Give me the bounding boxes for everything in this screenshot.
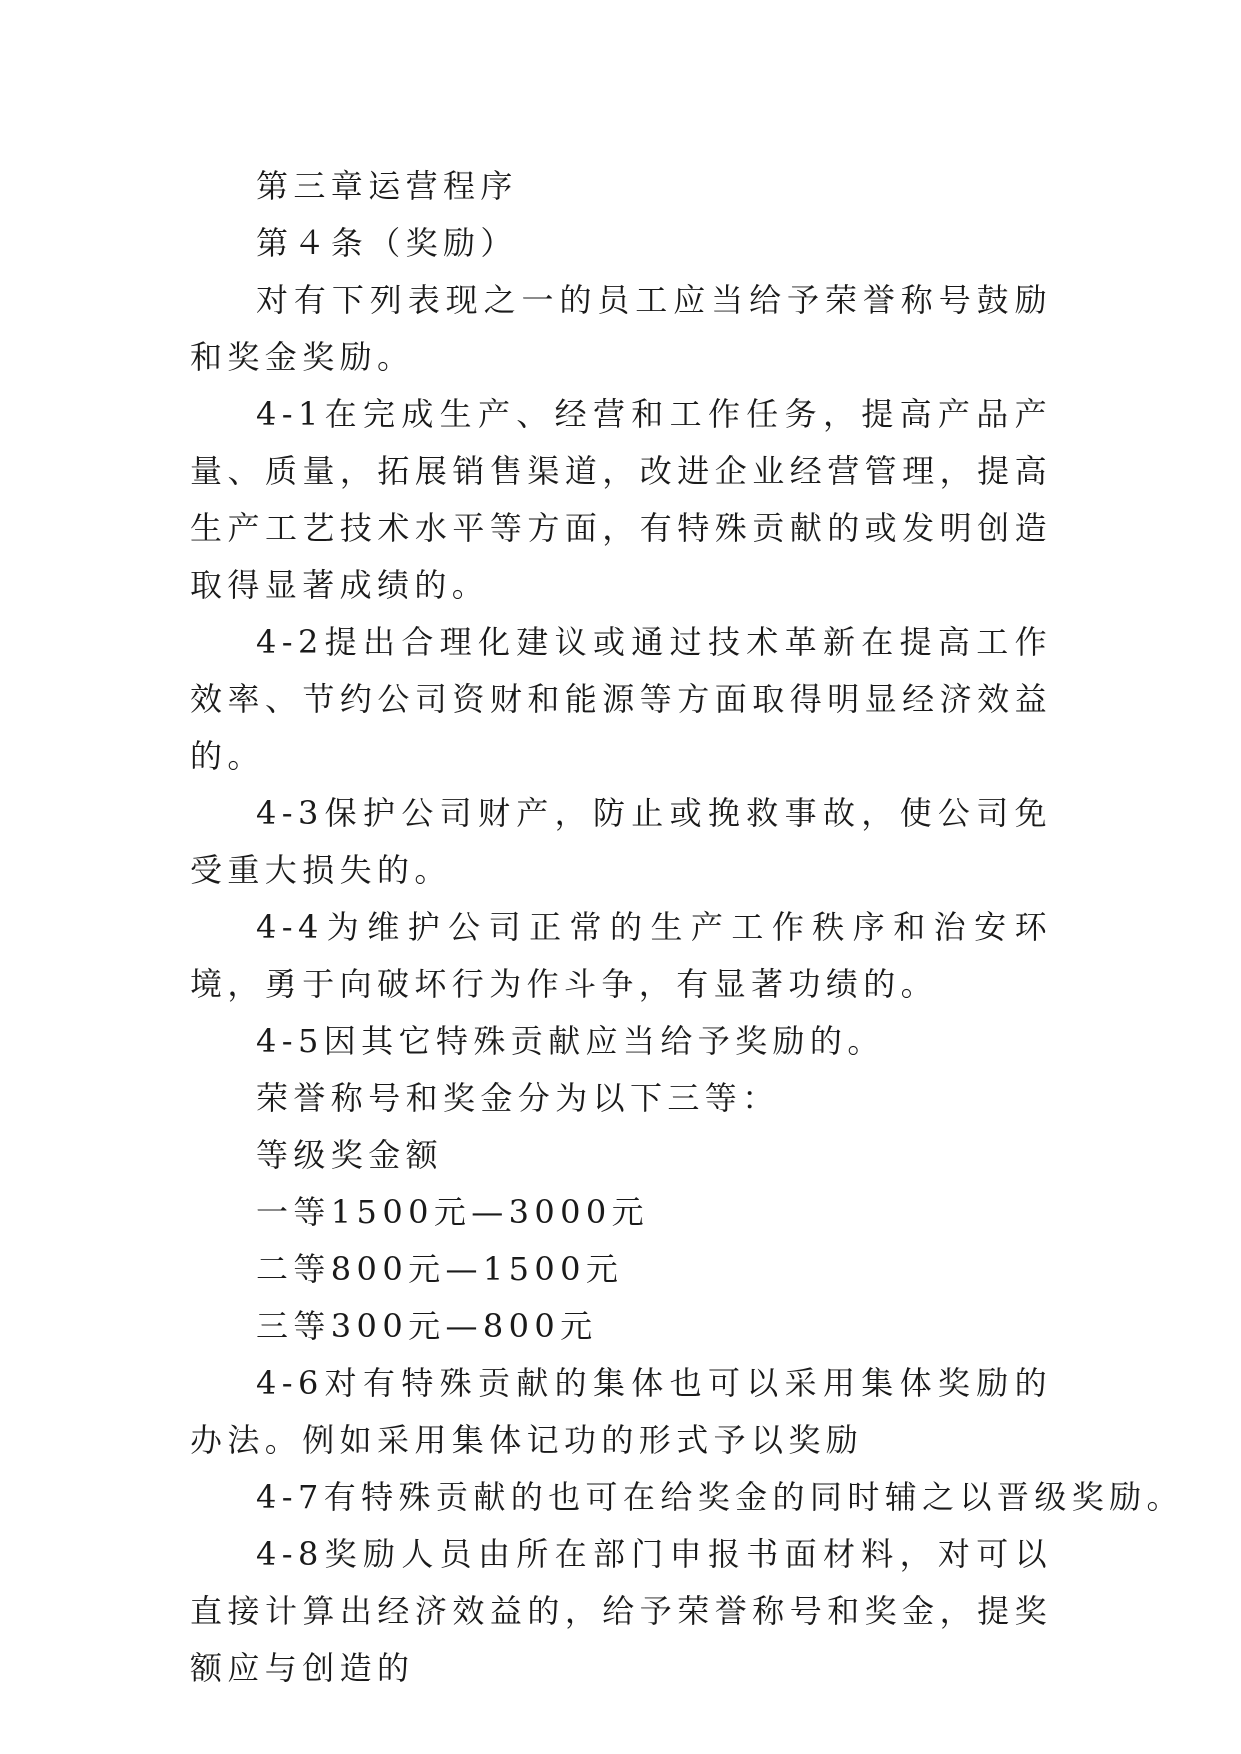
item-4-6: 4-6对有特殊贡献的集体也可以采用集体奖励的办法。例如采用集体记功的形式予以奖励 xyxy=(190,1364,1052,1459)
item-4-1: 4-1在完成生产、经营和工作任务，提高产品产量、质量，拓展销售渠道，改进企业经营管理，提高生产工艺技术水平等方面，有特殊贡献的或发明创造取得显著成绩的。 xyxy=(190,395,1052,604)
grades-intro: 荣誉称号和奖金分为以下三等： xyxy=(256,1079,780,1117)
document-body xyxy=(190,158,1184,1697)
grade-2: 二等800元—1500元 xyxy=(256,1250,624,1288)
item-4-3: 4-3保护公司财产，防止或挽救事故，使公司免受重大损失的。 xyxy=(190,794,1052,889)
grades-header: 等级奖金额 xyxy=(256,1136,444,1174)
grade-1: 一等1500元—3000元 xyxy=(256,1193,650,1231)
item-4-4: 4-4为维护公司正常的生产工作秩序和治安环境，勇于向破坏行为作斗争，有显著功绩的。 xyxy=(190,908,1052,1003)
item-4-7: 4-7有特殊贡献的也可在给奖金的同时辅之以晋级奖励。 xyxy=(256,1478,1184,1516)
chapter-title: 第三章运营程序 xyxy=(256,167,518,205)
intro-paragraph: 对有下列表现之一的员工应当给予荣誉称号鼓励和奖金奖励。 xyxy=(190,281,1052,376)
item-4-8: 4-8奖励人员由所在部门申报书面材料，对可以直接计算出经济效益的，给予荣誉称号和奖金，提奖额应与创造的 xyxy=(190,1535,1052,1687)
grade-3: 三等300元—800元 xyxy=(256,1307,598,1345)
article-title: 第４条（奖励） xyxy=(256,224,518,262)
item-4-5: 4-5因其它特殊贡献应当给予奖励的。 xyxy=(256,1022,885,1060)
item-4-2: 4-2提出合理化建议或通过技术革新在提高工作效率、节约公司资财和能源等方面取得明显经济效益的。 xyxy=(190,623,1052,775)
